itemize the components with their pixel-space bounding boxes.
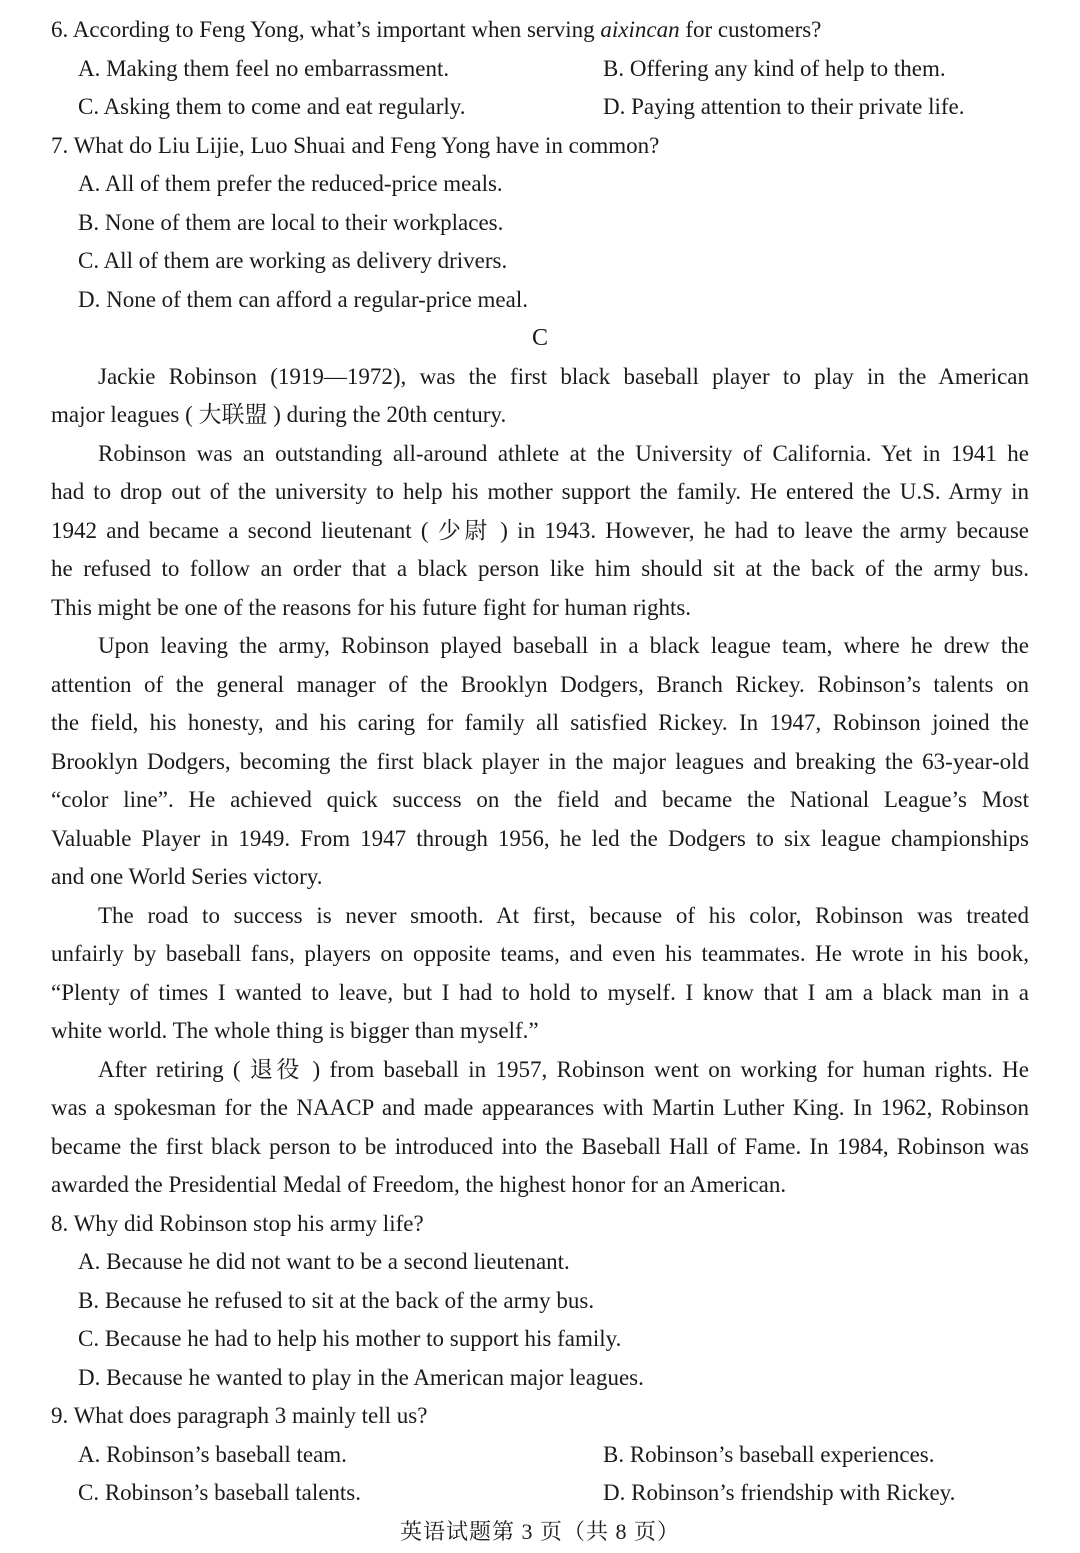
q9-option-d: D. Robinson’s friendship with Rickey. (603, 1480, 956, 1505)
passage-line: The road to success is never smooth. At first, because of his color, Robinson was treated (98, 903, 1029, 928)
page-footer: 英语试题第 3 页（共 8 页） (399, 1519, 680, 1544)
q8-option-a: A. Because he did not want to be a second lieutenant. (78, 1249, 570, 1274)
passage-line: had to drop out of the university to help his mother support the family. He entered the U.S. Army in (51, 479, 1029, 504)
passage-line: Valuable Player in 1949. From 1947 through 1956, he led the Dodgers to six league championships (51, 826, 1029, 851)
question-9-stem: 9. What does paragraph 3 mainly tell us? (51, 1403, 428, 1428)
passage-line: major leagues ( 大联盟 ) during the 20th century. (51, 402, 507, 427)
passage-line: “color line”. He achieved quick success on the field and became the National League’s Most (51, 787, 1029, 812)
q6-stem-pre: 6. According to Feng Yong, what’s important when serving (51, 17, 601, 42)
passage-line: unfairly by baseball fans, players on opposite teams, and even his teammates. He wrote in his book, (51, 941, 1029, 966)
question-6-stem (51, 15, 821, 45)
q6-option-d: D. Paying attention to their private life. (603, 94, 965, 119)
question-7-stem: 7. What do Liu Lijie, Luo Shuai and Feng Yong have in common? (51, 133, 660, 158)
q9-option-b: B. Robinson’s baseball experiences. (603, 1442, 935, 1467)
q6-stem-italic: aixincan (600, 17, 680, 42)
section-heading: C (531, 325, 548, 351)
q7-option-c: C. All of them are working as delivery drivers. (78, 248, 508, 273)
passage-line: white world. The whole thing is bigger than myself.” (51, 1018, 539, 1043)
passage-line: he refused to follow an order that a black person like him should sit at the back of the army bus. (51, 556, 1029, 581)
passage-line: Upon leaving the army, Robinson played baseball in a black league team, where he drew the (98, 633, 1029, 658)
passage-line: “Plenty of times I wanted to leave, but I had to hold to myself. I know that I am a black man in a (51, 980, 1029, 1005)
passage-line: awarded the Presidential Medal of Freedom, the highest honor for an American. (51, 1172, 787, 1197)
passage-line: Robinson was an outstanding all-around athlete at the University of California. Yet in 1941 he (98, 441, 1029, 466)
q8-option-b: B. Because he refused to sit at the back of the army bus. (78, 1288, 595, 1313)
q7-option-d: D. None of them can afford a regular-price meal. (78, 287, 528, 312)
passage-line: After retiring ( 退役 ) from baseball in 1957, Robinson went on working for human rights. He (98, 1057, 1029, 1082)
q8-option-c: C. Because he had to help his mother to support his family. (78, 1326, 622, 1351)
passage-line: This might be one of the reasons for his future fight for human rights. (51, 595, 692, 620)
q6-stem-post: for customers? (679, 17, 822, 42)
q9-option-c: C. Robinson’s baseball talents. (78, 1480, 362, 1505)
passage-line: 1942 and became a second lieutenant ( 少尉 ) in 1943. However, he had to leave the army because (51, 518, 1029, 543)
q7-option-b: B. None of them are local to their workplaces. (78, 210, 504, 235)
q6-option-c: C. Asking them to come and eat regularly. (78, 94, 466, 119)
passage-line: attention of the general manager of the Brooklyn Dodgers, Branch Rickey. Robinson’s talents on (51, 672, 1029, 697)
passage-line: was a spokesman for the NAACP and made appearances with Martin Luther King. In 1962, Robinson (51, 1095, 1029, 1120)
q6-option-a: A. Making them feel no embarrassment. (78, 56, 450, 81)
passage-line: and one World Series victory. (51, 864, 323, 889)
q7-option-a: A. All of them prefer the reduced-price meals. (78, 171, 503, 196)
passage-line: Jackie Robinson (1919—1972), was the first black baseball player to play in the American (98, 364, 1029, 389)
question-8-stem: 8. Why did Robinson stop his army life? (51, 1211, 424, 1236)
q9-option-a: A. Robinson’s baseball team. (78, 1442, 347, 1467)
passage-line: the field, his honesty, and his caring for family all satisfied Rickey. In 1947, Robinson joined the (51, 710, 1029, 735)
passage-line: became the first black person to be introduced into the Baseball Hall of Fame. In 1984, Robinson was (51, 1134, 1029, 1159)
q8-option-d: D. Because he wanted to play in the American major leagues. (78, 1365, 644, 1390)
q6-option-b: B. Offering any kind of help to them. (603, 56, 946, 81)
passage-line: Brooklyn Dodgers, becoming the first black player in the major leagues and breaking the 63-year-old (51, 749, 1029, 774)
